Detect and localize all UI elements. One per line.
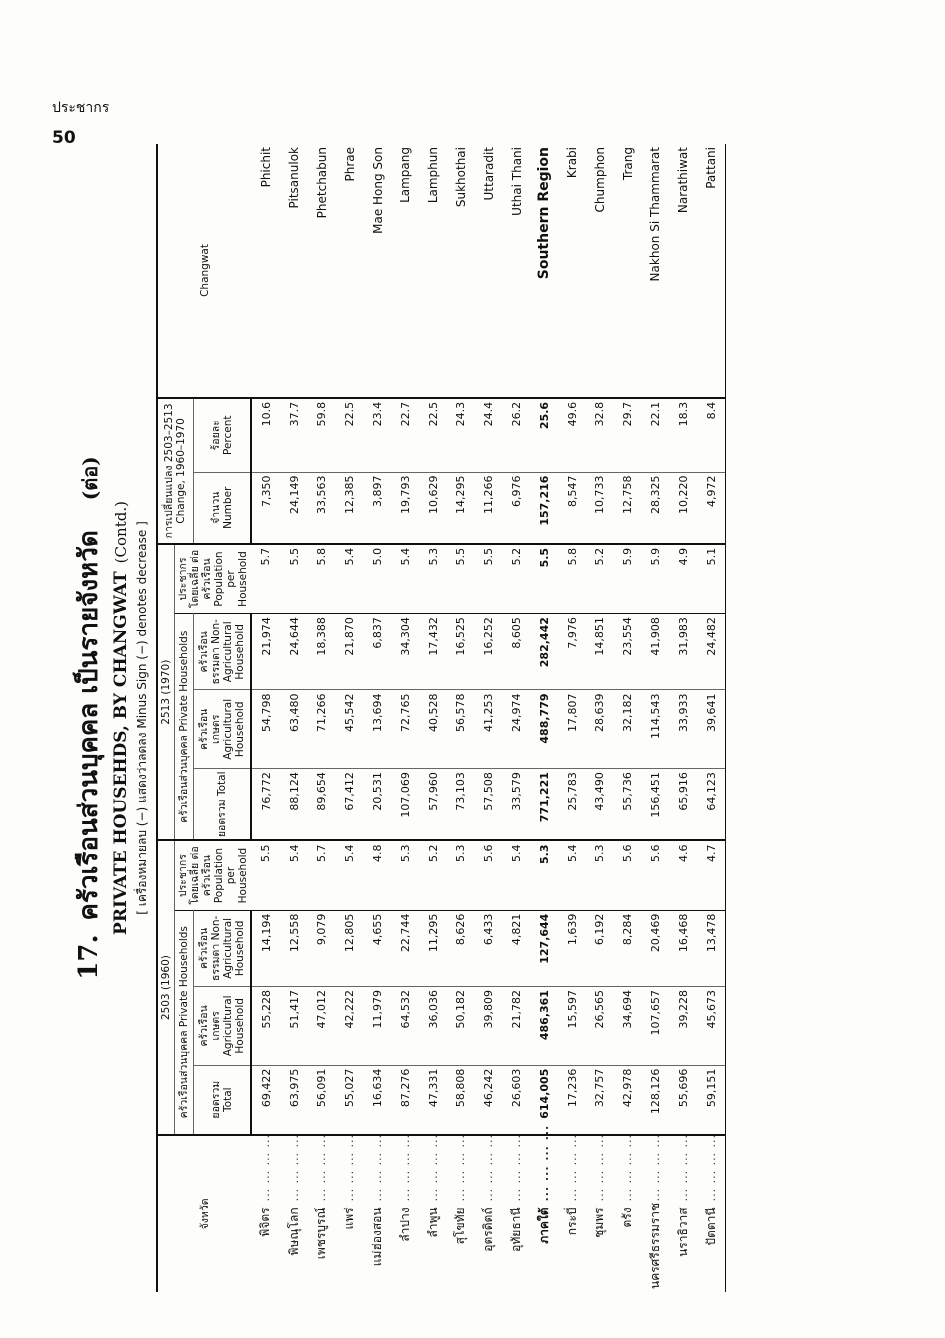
non-agricultural-1960-cell: 8,284 [614,910,642,986]
agricultural-1960-cell: 107,657 [642,987,670,1066]
agricultural-1970-cell: 56,578 [447,690,475,769]
pop-per-hh-1960-cell: 5.3 [391,840,419,910]
agricultural-1970-cell: 45,542 [336,690,364,769]
total-1960-cell: 87,276 [391,1065,419,1135]
agricultural-1960-cell: 26,565 [586,987,614,1066]
changwat-thai-cell: แม่ฮ่องสอน [370,1207,385,1267]
changwat-thai-cell: อุทัยธานี [509,1207,523,1252]
change-percent-header: ร้อยละ Percent [193,398,251,472]
pop-per-hh-1960-cell: 5.6 [614,840,642,910]
agricultural-1970-cell: 63,480 [280,690,308,769]
agricultural-1970-cell: 33,933 [669,690,697,769]
change-percent-cell: 37.7 [280,398,308,472]
agricultural-1960-cell: 39,228 [669,987,697,1066]
agricultural-1960-cell: 36,036 [419,987,447,1066]
leader-dots: ... ... ... ... [593,1133,607,1202]
pop-per-hh-1960-cell: 5.3 [586,840,614,910]
change-number-header: จำนวน Number [193,472,251,544]
pop-per-hh-1960-cell: 5.6 [642,840,670,910]
changwat-thai-cell: ลำพูน [425,1207,440,1238]
agricultural-1960-cell: 64,532 [391,987,419,1066]
total-1970-cell: 73,103 [447,769,475,841]
non-agricultural-1970-cell: 18,388 [308,614,336,690]
total-1970-cell: 88,124 [280,769,308,841]
non-agricultural-1960-cell: 11,295 [419,910,447,986]
non-agricultural-1960-cell: 4,655 [364,910,392,986]
change-number-cell: 14,295 [447,472,475,544]
non-agricultural-1970-cell: 34,304 [391,614,419,690]
non-agricultural-1960-cell: 6,192 [586,910,614,986]
pop-per-hh-1970-cell: 5.2 [503,544,531,614]
changwat-thai-cell: ปัตตานี [697,1204,725,1292]
pop-per-hh-1960-cell: 5.3 [530,840,558,910]
total-1960-cell: 614,005 [530,1065,558,1135]
non-agricultural-1970-cell: 31,983 [669,614,697,690]
agricultural-1970-cell: 32,182 [614,690,642,769]
title-thai-contd: (ต่อ) [78,456,102,501]
title-english-contd: (Contd.) [112,501,130,564]
pop-per-hh-1970-cell: 5.5 [280,544,308,614]
change-number-cell: 3,897 [364,472,392,544]
agricultural-1970-cell: 13,694 [364,690,392,769]
non-agricultural-1960-cell: 9,079 [308,910,336,986]
non-agricultural-1960-cell: 16,468 [669,910,697,986]
pop-per-hh-1960-cell: 5.4 [280,840,308,910]
non-agricultural-1960-header: ครัวเรือน ธรรมดา Non- Agricultural Household [193,910,251,986]
agricultural-1970-cell: 71,266 [308,690,336,769]
pop-per-hh-1970-cell: 5.8 [308,544,336,614]
rotated-table-sheet [62,144,852,1292]
agricultural-1970-cell: 54,798 [251,690,280,769]
non-agricultural-1960-cell: 13,478 [697,910,725,986]
leader-dots: ... ... ... ... [482,1133,496,1202]
non-agricultural-1970-cell: 7,976 [558,614,586,690]
pop-per-hh-1960-cell: 4.8 [364,840,392,910]
agricultural-1960-cell: 39,809 [475,987,503,1066]
total-1970-cell: 89,654 [308,769,336,841]
non-agricultural-1960-cell: 12,805 [336,910,364,986]
non-agricultural-1970-cell: 6,837 [364,614,392,690]
agricultural-1960-cell: 34,694 [614,987,642,1066]
changwat-thai-cell: ชุมพร [592,1207,607,1238]
pop-per-hh-1960-cell: 4.7 [697,840,725,910]
total-1960-cell: 128,126 [642,1065,670,1135]
changwat-english-header: Changwat [157,144,251,398]
change-header: การเปลี่ยนแปลง 2503–2513 Change, 1960–1970 [157,398,193,544]
total-1970-cell: 33,579 [503,769,531,841]
table-row [419,144,447,1292]
non-agricultural-1960-cell: 14,194 [251,910,280,986]
change-percent-cell: 23.4 [364,398,392,472]
total-1970-cell: 57,960 [419,769,447,841]
total-1960-cell: 58,808 [447,1065,475,1135]
changwat-english-cell: Nakhon Si Thammarat [642,144,670,398]
leader-dots: ... ... ... ... [510,1133,523,1202]
non-agricultural-1960-cell: 6,433 [475,910,503,986]
pop-per-hh-1970-cell: 5.7 [251,544,280,614]
agricultural-1970-cell: 39,641 [697,690,725,769]
changwat-thai-cell: ตรัง [620,1207,635,1228]
running-head: ประชากร [52,100,110,116]
pop-per-hh-1960-cell: 5.3 [447,840,475,910]
change-number-cell: 7,350 [251,472,280,544]
changwat-english-cell: Krabi [558,144,586,398]
change-number-cell: 10,629 [419,472,447,544]
pop-per-hh-1970-cell: 5.4 [391,544,419,614]
table-row [642,144,670,1292]
total-1960-cell: 46,242 [475,1065,503,1135]
non-agricultural-1970-cell: 16,252 [475,614,503,690]
pop-per-hh-1970-cell: 5.8 [558,544,586,614]
total-1970-cell: 76,772 [251,769,280,841]
agricultural-1970-cell: 40,528 [419,690,447,769]
change-number-cell: 11,266 [475,472,503,544]
total-1960-cell: 42,978 [614,1065,642,1135]
non-agricultural-1960-cell: 4,821 [503,910,531,986]
total-1970-cell: 20,531 [364,769,392,841]
changwat-thai-cell: เพชรบูรณ์ [314,1207,329,1260]
pop-per-hh-1970-cell: 5.0 [364,544,392,614]
total-1970-header: ยอดรวม Total [193,769,251,841]
year-1970-header: 2513 (1970) [157,544,175,841]
total-1960-cell: 26,603 [503,1065,531,1135]
pop-per-hh-1960-cell: 5.2 [419,840,447,910]
non-agricultural-1970-cell: 24,482 [697,614,725,690]
title-english-text: PRIVATE HOUSEHDS, BY CHANGWAT [111,571,131,935]
changwat-english-cell: Sukhothai [447,144,475,398]
pop-per-hh-1970-cell: 5.2 [586,544,614,614]
table-row [530,144,558,1292]
total-1970-cell: 156,451 [642,769,670,841]
non-agricultural-1970-cell: 14,851 [586,614,614,690]
leader-dots: ... ... ... ... [343,1133,357,1202]
total-1960-cell: 55,696 [669,1065,697,1135]
pop-per-hh-1960-cell: 5.4 [558,840,586,910]
non-agricultural-1960-cell: 22,744 [391,910,419,986]
changwat-english-cell: Lampang [391,144,419,398]
total-1960-cell: 63,975 [280,1065,308,1135]
table-row [503,144,531,1292]
table-title-english [111,144,131,1292]
households-table [156,144,726,1292]
changwat-english-cell: Lamphun [419,144,447,398]
total-1970-cell: 25,783 [558,769,586,841]
agricultural-1960-cell: 486,361 [530,987,558,1066]
agricultural-1970-cell: 41,253 [475,690,503,769]
non-agricultural-1970-cell: 8,605 [503,614,531,690]
page-number: 50 [52,128,76,148]
non-agricultural-1970-header: ครัวเรือน ธรรมดา Non- Agricultural Household [193,614,251,690]
change-number-cell: 4,972 [697,472,725,544]
non-agricultural-1970-cell: 17,432 [419,614,447,690]
non-agricultural-1970-cell: 23,554 [614,614,642,690]
table-row [447,144,475,1292]
agricultural-1960-cell: 15,597 [558,987,586,1066]
table-row [391,144,419,1292]
changwat-english-cell: Southern Region [530,144,558,398]
pop-per-hh-1970-cell: 5.3 [419,544,447,614]
pop-per-hh-1960-cell: 5.4 [503,840,531,910]
pop-per-hh-1970-cell: 5.1 [697,544,725,614]
changwat-thai-cell: กระบี่ [564,1207,579,1236]
change-percent-cell: 22.7 [391,398,419,472]
change-percent-cell: 22.1 [642,398,670,472]
non-agricultural-1970-cell: 21,974 [251,614,280,690]
change-percent-cell: 49.6 [558,398,586,472]
change-percent-cell: 24.4 [475,398,503,472]
leader-dots: ... ... ... ... [697,1135,725,1205]
changwat-english-cell: Uthai Thani [503,144,531,398]
agricultural-1970-cell: 72,765 [391,690,419,769]
total-1970-cell: 43,490 [586,769,614,841]
total-1960-cell: 17,236 [558,1065,586,1135]
change-number-cell: 33,563 [308,472,336,544]
pop-per-hh-1960-cell: 5.5 [251,840,280,910]
total-1960-header: ยอดรวม Total [193,1065,251,1135]
table-row [558,144,586,1292]
leader-dots: ... ... ... ... [398,1133,412,1202]
changwat-thai-cell: ภาคใต้ [536,1207,551,1244]
change-percent-cell: 18.3 [669,398,697,472]
table-row [251,144,280,1292]
agricultural-1960-header: ครัวเรือน เกษตร Agricultural Household [193,987,251,1066]
changwat-english-cell: Phichit [251,144,280,398]
minus-sign-note: [ เครื่องหมายลบ (−) แสดงว่าลดลง Minus Sign (−) denotes decrease ] [135,521,149,915]
change-number-cell: 12,385 [336,472,364,544]
leader-dots: ... ... ... ... [648,1133,662,1202]
agricultural-1960-cell: 47,012 [308,987,336,1066]
change-number-cell: 28,325 [642,472,670,544]
non-agricultural-1960-cell: 12,558 [280,910,308,986]
non-agricultural-1970-cell: 41,908 [642,614,670,690]
agricultural-1970-header: ครัวเรือน เกษตร Agricultural Household [193,690,251,769]
changwat-english-cell: Narathiwat [669,144,697,398]
table-row [697,144,725,1292]
total-1970-cell: 67,412 [336,769,364,841]
total-1960-cell: 59,151 [697,1065,725,1135]
non-agricultural-1970-cell: 24,644 [280,614,308,690]
change-number-cell: 19,793 [391,472,419,544]
table-row [336,144,364,1292]
leader-dots: ... ... ... ... [287,1133,301,1202]
pop-per-hh-1970-cell: 5.4 [336,544,364,614]
leader-dots: ... ... ... ... [676,1133,690,1202]
non-agricultural-1960-cell: 20,469 [642,910,670,986]
pop-per-hh-1970-cell: 5.5 [447,544,475,614]
table-row [280,144,308,1292]
changwat-thai-cell: พิจิตร [258,1207,273,1237]
leader-dots: ... ... ... ... [454,1133,468,1202]
non-agricultural-1960-cell: 127,644 [530,910,558,986]
agricultural-1960-cell: 50,182 [447,987,475,1066]
total-1960-cell: 55,027 [336,1065,364,1135]
change-number-cell: 10,220 [669,472,697,544]
agricultural-1970-cell: 24,974 [503,690,531,769]
non-agricultural-1960-cell: 8,626 [447,910,475,986]
change-number-cell: 157,216 [530,472,558,544]
changwat-thai-cell: สุโขทัย [453,1207,468,1245]
non-agricultural-1970-cell: 21,870 [336,614,364,690]
pop-per-hh-1960-header: ประชากร โดยเฉลี่ย ต่อครัวเรือน Population per Household [175,840,252,910]
year-1960-header: 2503 (1960) [157,840,175,1134]
agricultural-1960-cell: 42,222 [336,987,364,1066]
table-title-block [68,144,152,1292]
change-percent-cell: 24.3 [447,398,475,472]
change-number-cell: 12,758 [614,472,642,544]
pop-per-hh-1970-cell: 5.9 [614,544,642,614]
changwat-thai-cell: อุตรดิตถ์ [481,1207,496,1252]
leader-dots: ... ... ... ... [621,1133,635,1202]
changwat-thai-cell: นครศรีธรรมราช [647,1202,662,1289]
change-number-cell: 8,547 [558,472,586,544]
pop-per-hh-1960-cell: 5.6 [475,840,503,910]
change-percent-cell: 26.2 [503,398,531,472]
changwat-thai-header: จังหวัด [157,1135,251,1292]
agricultural-1970-cell: 114,543 [642,690,670,769]
change-percent-cell: 10.6 [251,398,280,472]
table-row [475,144,503,1292]
total-1960-cell: 32,757 [586,1065,614,1135]
pop-per-hh-1970-header: ประชากร โดยเฉลี่ย ต่อครัวเรือน Population per Household [175,544,252,614]
leader-dots: ... ... ... ... [371,1133,385,1202]
change-percent-cell: 59.8 [308,398,336,472]
agricultural-1970-cell: 488,779 [530,690,558,769]
change-percent-cell: 32.8 [586,398,614,472]
pop-per-hh-1960-cell: 4.6 [669,840,697,910]
total-1970-cell: 64,123 [697,769,725,841]
changwat-english-cell: Pitsanulok [280,144,308,398]
changwat-english-cell: Mae Hong Son [364,144,392,398]
agricultural-1960-cell: 51,417 [280,987,308,1066]
changwat-english-cell: Uttaradit [475,144,503,398]
non-agricultural-1970-cell: 16,525 [447,614,475,690]
changwat-english-cell: Pattani [697,144,725,398]
title-thai-text: ครัวเรือนส่วนบุคคล เป็นรายจังหวัด [74,530,104,921]
changwat-thai-cell: นราธิวาส [675,1207,690,1257]
table-row [308,144,336,1292]
agricultural-1970-cell: 28,639 [586,690,614,769]
changwat-english-cell: Phrae [336,144,364,398]
table-row [586,144,614,1292]
table-row [364,144,392,1292]
total-1970-cell: 65,916 [669,769,697,841]
changwat-thai-cell: ลำปาง [397,1207,412,1242]
agricultural-1960-cell: 11,979 [364,987,392,1066]
change-percent-cell: 22.5 [336,398,364,472]
leader-dots: ... ... ... ... [259,1133,273,1202]
change-percent-cell: 22.5 [419,398,447,472]
total-1970-cell: 57,508 [475,769,503,841]
total-1970-cell: 107,069 [391,769,419,841]
leader-dots: ... ... ... ... [565,1133,579,1202]
leader-dots: ... ... ... ... [315,1133,329,1202]
pop-per-hh-1960-cell: 5.4 [336,840,364,910]
changwat-english-cell: Trang [614,144,642,398]
agricultural-1960-cell: 55,228 [251,987,280,1066]
leader-dots: ... ... ... ... [426,1133,440,1202]
changwat-english-cell: Chumphon [586,144,614,398]
total-1970-cell: 771,221 [530,769,558,841]
change-number-cell: 10,733 [586,472,614,544]
change-percent-cell: 25.6 [530,398,558,472]
change-percent-cell: 29.7 [614,398,642,472]
changwat-thai-cell: พิษณุโลก [286,1207,301,1256]
private-households-1970-header: ครัวเรือนส่วนบุคคล Private Households [175,614,194,841]
total-1960-cell: 69,422 [251,1065,280,1135]
agricultural-1960-cell: 21,782 [503,987,531,1066]
non-agricultural-1970-cell: 282,442 [530,614,558,690]
agricultural-1960-cell: 45,673 [697,987,725,1066]
table-body [251,144,725,1292]
pop-per-hh-1970-cell: 5.5 [475,544,503,614]
table-title-thai [68,144,109,1292]
change-number-cell: 6,976 [503,472,531,544]
private-households-1960-header: ครัวเรือนส่วนบุคคล Private Households [175,910,194,1135]
pop-per-hh-1970-cell: 4.9 [669,544,697,614]
table-row [614,144,642,1292]
non-agricultural-1960-cell: 1,639 [558,910,586,986]
total-1970-cell: 55,736 [614,769,642,841]
agricultural-1970-cell: 17,807 [558,690,586,769]
changwat-thai-cell: แพร่ [342,1207,357,1230]
pop-per-hh-1970-cell: 5.9 [642,544,670,614]
table-row [669,144,697,1292]
pop-per-hh-1960-cell: 5.7 [308,840,336,910]
table-number: 17. [74,934,104,980]
change-percent-cell: 8.4 [697,398,725,472]
changwat-english-cell: Phetchabun [308,144,336,398]
total-1960-cell: 56,091 [308,1065,336,1135]
total-1960-cell: 16,634 [364,1065,392,1135]
change-number-cell: 24,149 [280,472,308,544]
pop-per-hh-1970-cell: 5.5 [530,544,558,614]
total-1960-cell: 47,331 [419,1065,447,1135]
leader-dots: ... ... ... ... [537,1124,551,1202]
